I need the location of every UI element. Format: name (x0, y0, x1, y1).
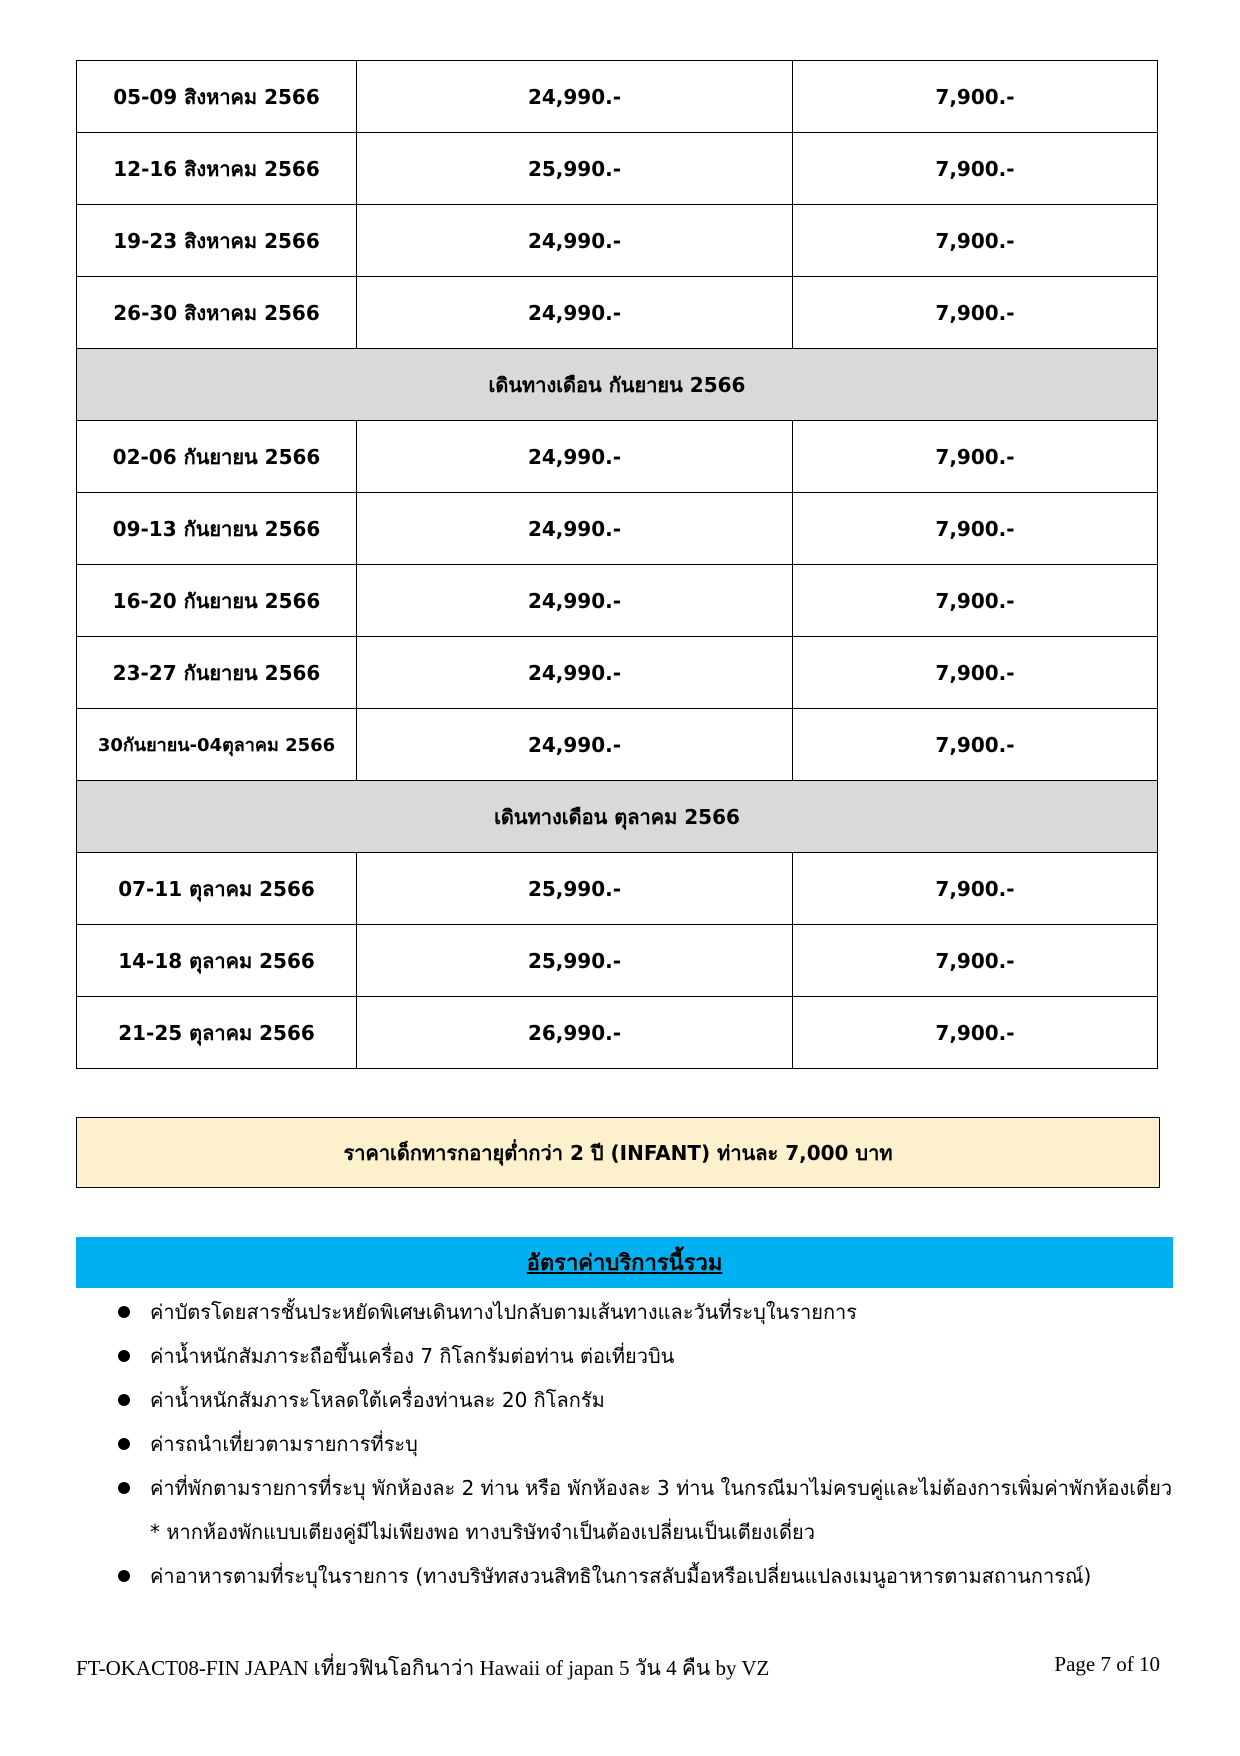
month-header-row (77, 349, 1158, 421)
table-row (77, 565, 1158, 637)
list-item: ค่ารถนำเที่ยวตามรายการที่ระบุ (110, 1422, 1180, 1466)
single-room-cell: 7,900.- (793, 853, 1158, 925)
single-room-cell: 7,900.- (793, 709, 1158, 781)
table-row (77, 853, 1158, 925)
travel-date-cell: 02-06 กันยายน 2566 (77, 421, 357, 493)
adult-price-cell: 24,990.- (357, 637, 793, 709)
table-row (77, 61, 1158, 133)
travel-date-cell: 21-25 ตุลาคม 2566 (77, 997, 357, 1069)
list-item: ค่าบัตรโดยสารชั้นประหยัดพิเศษเดินทางไปกลับตามเส้นทางและวันที่ระบุในรายการ (110, 1290, 1180, 1334)
travel-date-cell: 16-20 กันยายน 2566 (77, 565, 357, 637)
table-row (77, 133, 1158, 205)
single-room-cell: 7,900.- (793, 421, 1158, 493)
table-row (77, 709, 1158, 781)
bullet-icon (118, 1306, 130, 1318)
month-header-cell: เดินทางเดือน กันยายน 2566 (77, 349, 1158, 421)
table-row (77, 493, 1158, 565)
service-includes-header (76, 1237, 1173, 1288)
list-item: ค่าน้ำหนักสัมภาระโหลดใต้เครื่องท่านละ 20 กิโลกรัม (110, 1378, 1180, 1422)
month-header-cell: เดินทางเดือน ตุลาคม 2566 (77, 781, 1158, 853)
bullet-icon (118, 1570, 130, 1582)
travel-date-cell: 30กันยายน-04ตุลาคม 2566 (77, 709, 357, 781)
travel-date-cell: 23-27 กันยายน 2566 (77, 637, 357, 709)
single-room-cell: 7,900.- (793, 205, 1158, 277)
single-room-cell: 7,900.- (793, 277, 1158, 349)
adult-price-cell: 25,990.- (357, 133, 793, 205)
adult-price-cell: 24,990.- (357, 277, 793, 349)
table-row (77, 637, 1158, 709)
table-row (77, 997, 1158, 1069)
single-room-cell: 7,900.- (793, 565, 1158, 637)
single-room-cell: 7,900.- (793, 925, 1158, 997)
adult-price-cell: 26,990.- (357, 997, 793, 1069)
price-table (76, 60, 1158, 1069)
table-row (77, 205, 1158, 277)
travel-date-cell: 05-09 สิงหาคม 2566 (77, 61, 357, 133)
adult-price-cell: 24,990.- (357, 493, 793, 565)
bullet-icon (118, 1350, 130, 1362)
table-row (77, 925, 1158, 997)
page-footer (76, 1652, 1160, 1685)
table-row (77, 277, 1158, 349)
service-includes-title: อัตราค่าบริการนี้รวม (526, 1251, 723, 1276)
travel-date-cell: 07-11 ตุลาคม 2566 (77, 853, 357, 925)
footer-tour-code: FT-OKACT08-FIN JAPAN เที่ยวฟินโอกินาว่า Hawaii of japan 5 วัน 4 คืน by VZ (76, 1656, 770, 1680)
single-room-cell: 7,900.- (793, 61, 1158, 133)
table-row (77, 421, 1158, 493)
bullet-icon (118, 1438, 130, 1450)
footer-page-number: Page 7 of 10 (1054, 1652, 1160, 1676)
list-item: ค่าอาหารตามที่ระบุในรายการ (ทางบริษัทสงวนสิทธิในการสลับมื้อหรือเปลี่ยนแปลงเมนูอาหารตามสถานการณ์) (110, 1554, 1180, 1598)
price-table-body (77, 61, 1158, 1069)
adult-price-cell: 24,990.- (357, 565, 793, 637)
single-room-cell: 7,900.- (793, 133, 1158, 205)
infant-price-note (76, 1117, 1160, 1188)
travel-date-cell: 12-16 สิงหาคม 2566 (77, 133, 357, 205)
single-room-cell: 7,900.- (793, 493, 1158, 565)
travel-date-cell: 14-18 ตุลาคม 2566 (77, 925, 357, 997)
list-item: ค่าน้ำหนักสัมภาระถือขึ้นเครื่อง 7 กิโลกรัมต่อท่าน ต่อเที่ยวบิน (110, 1334, 1180, 1378)
infant-price-text: ราคาเด็กทารกอายุต่ำกว่า 2 ปี (INFANT) ท่านละ 7,000 บาท (343, 1140, 893, 1165)
adult-price-cell: 24,990.- (357, 205, 793, 277)
adult-price-cell: 25,990.- (357, 925, 793, 997)
bullet-icon (118, 1394, 130, 1406)
adult-price-cell: 25,990.- (357, 853, 793, 925)
list-item: ค่าที่พักตามรายการที่ระบุ พักห้องละ 2 ท่าน หรือ พักห้องละ 3 ท่าน ในกรณีมาไม่ครบคู่และไม่ต้องการเพิ่มค่าพักห้องเดี่ยว * หากห้องพักแบบเตียงคู่มีไม่เพียงพอ ทางบริษัทจำเป็นต้องเปลี่ยนเป็นเตียงเดี่ยว (110, 1466, 1180, 1554)
single-room-cell: 7,900.- (793, 637, 1158, 709)
travel-date-cell: 26-30 สิงหาคม 2566 (77, 277, 357, 349)
service-includes-list (110, 1290, 1180, 1598)
travel-date-cell: 19-23 สิงหาคม 2566 (77, 205, 357, 277)
adult-price-cell: 24,990.- (357, 421, 793, 493)
travel-date-cell: 09-13 กันยายน 2566 (77, 493, 357, 565)
adult-price-cell: 24,990.- (357, 709, 793, 781)
bullet-icon (118, 1482, 130, 1494)
adult-price-cell: 24,990.- (357, 61, 793, 133)
month-header-row (77, 781, 1158, 853)
single-room-cell: 7,900.- (793, 997, 1158, 1069)
